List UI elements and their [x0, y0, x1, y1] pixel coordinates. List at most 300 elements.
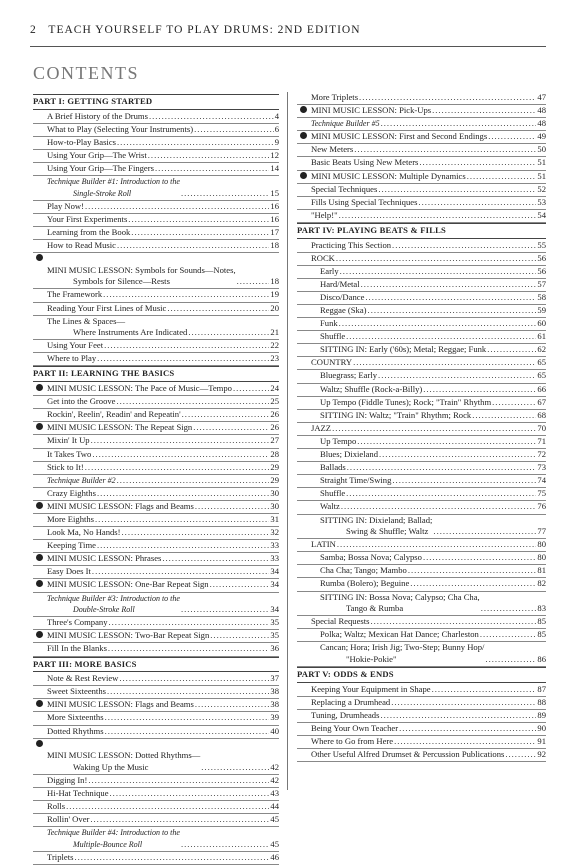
- toc-entry-title: [320, 592, 480, 615]
- toc-entry[interactable]: [33, 501, 279, 514]
- toc-entry[interactable]: [33, 593, 279, 618]
- toc-entry[interactable]: [297, 565, 546, 578]
- dot-leader: [370, 616, 536, 628]
- dot-leader: [149, 111, 274, 123]
- dot-leader: [103, 289, 269, 301]
- page-number: 2: [30, 24, 37, 36]
- toc-entry-title: MINI MUSIC LESSON: Flags and Beams: [47, 699, 194, 710]
- toc-entry-title: More Eighths: [47, 514, 95, 524]
- toc-entry[interactable]: [33, 540, 279, 553]
- toc-entry[interactable]: [33, 396, 279, 409]
- toc-entry[interactable]: [33, 462, 279, 475]
- dot-leader: [337, 539, 537, 551]
- toc-page-number: 26: [270, 422, 279, 433]
- toc-page-number: 37: [270, 673, 279, 684]
- toc-entry-title: More Triplets: [311, 92, 359, 102]
- toc-page-number: 81: [537, 565, 546, 576]
- toc-entry[interactable]: [33, 383, 279, 396]
- toc-entry-title: Straight Time/Swing: [320, 475, 392, 486]
- toc-entry-title: Being Your Own Teacher: [311, 723, 399, 733]
- toc-entry-title-line1: Technique Builder #3: Introduction to the: [47, 593, 180, 603]
- toc-entry-title-line2: Double-Stroke Roll: [73, 605, 135, 615]
- toc-page-number: 82: [537, 578, 546, 589]
- dot-leader: [131, 227, 269, 239]
- toc-entry[interactable]: [297, 370, 546, 383]
- dot-leader: [108, 643, 269, 655]
- toc-page-number: 88: [537, 696, 546, 707]
- toc-entry[interactable]: [33, 253, 279, 289]
- toc-page-number: 70: [537, 422, 546, 433]
- dot-leader: [210, 630, 269, 642]
- toc-entry-title-line1: SITTING IN: Dixieland; Ballad;: [320, 514, 433, 525]
- toc-entry-title: [47, 593, 180, 616]
- dot-leader: [66, 801, 269, 813]
- toc-entry-title-line1: The Lines & Spaces—: [47, 315, 126, 326]
- dot-leader: [432, 684, 537, 696]
- toc-entry[interactable]: [297, 266, 546, 279]
- dot-leader: [188, 327, 269, 339]
- toc-page-number: 30: [270, 487, 279, 498]
- toc-entry-title: Your First Experiments: [47, 213, 128, 224]
- toc-entry-title: Using Your Feet: [47, 340, 104, 351]
- toc-entry[interactable]: [297, 488, 546, 501]
- toc-entry[interactable]: [33, 163, 279, 176]
- dot-leader: [488, 131, 536, 143]
- toc-page-number: 65: [537, 370, 546, 381]
- toc-entry-title: Fills Using Special Techniques: [311, 196, 418, 207]
- toc-entry-title: It Takes Two: [47, 448, 92, 459]
- toc-entry-title: Technique Builder #5: [311, 119, 380, 129]
- toc-entry-title: Dotted Rhythms: [47, 725, 104, 736]
- dot-leader: [481, 603, 537, 615]
- toc-entry[interactable]: [297, 197, 546, 210]
- toc-entry[interactable]: [33, 303, 279, 316]
- toc-entry-title: Tuning, Drumheads: [311, 709, 380, 720]
- dot-leader: [379, 449, 536, 461]
- dot-leader: [119, 673, 269, 685]
- toc-entry-title: [47, 316, 187, 339]
- toc-entry[interactable]: [297, 318, 546, 331]
- toc-entry-title: Where to Play: [47, 353, 97, 364]
- toc-entry[interactable]: [297, 184, 546, 197]
- toc-entry-title: Polka; Waltz; Mexican Hat Dance; Charleston: [320, 629, 479, 640]
- dot-leader: [472, 410, 536, 422]
- toc-entry-title: Early: [320, 265, 339, 276]
- toc-entry[interactable]: [297, 539, 546, 552]
- toc-page-number: 16: [270, 200, 279, 211]
- toc-entry[interactable]: [297, 131, 546, 144]
- toc-entry-title: Stick to It!: [47, 461, 84, 472]
- toc-entry[interactable]: [33, 775, 279, 788]
- toc-page-number: 35: [270, 630, 279, 641]
- toc-entry[interactable]: [33, 316, 279, 341]
- toc-entry[interactable]: [297, 118, 546, 131]
- toc-page-number: 29: [270, 474, 279, 485]
- toc-entry[interactable]: [297, 436, 546, 449]
- toc-entry-title: MINI MUSIC LESSON: The Repeat Sign: [47, 422, 193, 433]
- dot-leader: [195, 699, 270, 711]
- dot-leader: [193, 422, 269, 434]
- toc-page-number: 51: [537, 157, 546, 168]
- toc-entry-title: [320, 515, 432, 538]
- toc-page-number: 53: [537, 196, 546, 207]
- toc-entry[interactable]: [297, 449, 546, 462]
- toc-entry[interactable]: [297, 397, 546, 410]
- toc-entry[interactable]: [297, 501, 546, 514]
- dot-leader: [92, 566, 269, 578]
- toc-entry[interactable]: [33, 227, 279, 240]
- toc-entry[interactable]: [297, 384, 546, 397]
- toc-entry[interactable]: [33, 488, 279, 501]
- toc-page-number: 58: [537, 291, 546, 302]
- toc-entry[interactable]: [297, 642, 546, 667]
- toc-entry-title: Funk: [320, 318, 338, 329]
- toc-entry-title: MINI MUSIC LESSON: Multiple Dynamics: [311, 170, 466, 181]
- toc-entry-title: Easy Does It: [47, 566, 91, 577]
- toc-entry[interactable]: [297, 210, 546, 223]
- toc-entry[interactable]: [297, 462, 546, 475]
- dot-leader: [419, 157, 536, 169]
- toc-entry-title: Keeping Time: [47, 540, 96, 551]
- dot-leader: [122, 527, 270, 539]
- toc-entry-title: Rumba (Bolero); Beguine: [320, 578, 410, 589]
- toc-entry[interactable]: [33, 409, 279, 422]
- toc-entry-title-line1: MINI MUSIC LESSON: Symbols for Sounds—Notes,: [47, 264, 236, 275]
- toc-entry[interactable]: [33, 527, 279, 540]
- toc-page-number: 71: [537, 435, 546, 446]
- dot-leader: [505, 749, 536, 761]
- toc-entry[interactable]: [33, 788, 279, 801]
- toc-page-number: 83: [537, 603, 546, 614]
- toc-entry-title: The Framework: [47, 289, 103, 300]
- toc-entry[interactable]: [297, 710, 546, 723]
- dot-leader: [418, 197, 536, 209]
- toc-entry[interactable]: [297, 331, 546, 344]
- dot-leader: [399, 723, 536, 735]
- dot-leader: [381, 118, 537, 130]
- toc-entry-title: JAZZ: [311, 422, 332, 433]
- toc-entry-title: Where to Go from Here: [311, 736, 394, 747]
- dot-leader: [480, 629, 537, 641]
- toc-entry-title: Digging In!: [47, 774, 88, 785]
- toc-entry-title-line1: Technique Builder #1: Introduction to the: [47, 177, 180, 187]
- toc-entry-title: How to Read Music: [47, 240, 116, 251]
- toc-page-number: 61: [537, 331, 546, 342]
- toc-entry-title: Waltz; Shuffle (Rock-a-Billy): [320, 383, 423, 394]
- toc-entry-title-line2: Tango & Rumba: [346, 603, 404, 614]
- toc-page-number: 39: [270, 712, 279, 723]
- dot-leader: [432, 105, 536, 117]
- toc-entry[interactable]: [297, 92, 546, 105]
- toc-entry-title: Replacing a Drumhead: [311, 696, 391, 707]
- contents-title: CONTENTS: [33, 63, 139, 83]
- toc-entry[interactable]: [33, 699, 279, 712]
- header-rule: [30, 46, 546, 47]
- dot-leader: [487, 344, 536, 356]
- toc-page-number: 35: [270, 617, 279, 628]
- toc-entry[interactable]: [297, 144, 546, 157]
- dot-leader: [359, 92, 536, 104]
- toc-entry[interactable]: [297, 475, 546, 488]
- dot-leader: [194, 124, 274, 136]
- toc-page-number: 67: [537, 396, 546, 407]
- toc-entry[interactable]: [33, 852, 279, 865]
- toc-entry-title-line2: Swing & Shuffle; Waltz: [346, 526, 429, 537]
- toc-entry[interactable]: [297, 592, 546, 617]
- toc-entry-title: [47, 176, 180, 199]
- toc-entry[interactable]: [33, 449, 279, 462]
- toc-entry-title: Practicing This Section: [311, 239, 392, 250]
- toc-entry[interactable]: [33, 579, 279, 592]
- toc-entry[interactable]: [33, 514, 279, 527]
- dot-leader: [85, 462, 270, 474]
- dot-leader: [74, 852, 269, 864]
- toc-page-number: 14: [270, 162, 279, 173]
- toc-page-number: 49: [537, 131, 546, 142]
- toc-entry[interactable]: [33, 686, 279, 699]
- toc-entry-title: Ballads: [320, 462, 346, 473]
- dot-leader: [410, 578, 536, 590]
- toc-entry[interactable]: [33, 353, 279, 366]
- toc-entry[interactable]: [33, 289, 279, 302]
- toc-entry[interactable]: [297, 749, 546, 762]
- toc-page-number: 30: [270, 500, 279, 511]
- toc-entry-title: MINI MUSIC LESSON: The Pace of Music—Tempo: [47, 383, 232, 394]
- toc-entry[interactable]: [297, 578, 546, 591]
- toc-entry[interactable]: [33, 475, 279, 488]
- toc-page-number: 56: [537, 265, 546, 276]
- toc-entry-title: Using Your Grip—The Wrist: [47, 149, 147, 160]
- dot-leader: [117, 475, 270, 487]
- toc-page-number: 40: [270, 725, 279, 736]
- toc-page-number: 85: [537, 616, 546, 627]
- toc-entry[interactable]: [33, 726, 279, 739]
- dot-leader: [97, 540, 269, 552]
- dot-leader: [233, 383, 269, 395]
- toc-entry-title: Note & Rest Review: [47, 673, 119, 684]
- toc-page-number: 29: [270, 461, 279, 472]
- toc-entry[interactable]: [33, 201, 279, 214]
- toc-entry-title: MINI MUSIC LESSON: Two-Bar Repeat Sign: [47, 630, 210, 641]
- dot-leader: [492, 397, 536, 409]
- toc-entry-title: Reggae (Ska): [320, 305, 367, 315]
- toc-entry[interactable]: [33, 566, 279, 579]
- toc-page-number: 27: [270, 435, 279, 446]
- toc-entry[interactable]: [297, 684, 546, 697]
- toc-page-number: 86: [537, 654, 546, 665]
- toc-page-number: 80: [537, 552, 546, 563]
- dot-leader: [110, 788, 270, 800]
- toc-page-number: 87: [537, 683, 546, 694]
- toc-entry-title: [47, 827, 180, 850]
- toc-page-number: 80: [537, 539, 546, 550]
- toc-entry[interactable]: [297, 736, 546, 749]
- book-title: TEACH YOURSELF TO PLAY DRUMS: 2ND EDITION: [48, 24, 361, 36]
- dot-leader: [365, 292, 536, 304]
- toc-entry[interactable]: [33, 340, 279, 353]
- toc-page-number: 19: [270, 289, 279, 300]
- toc-page-number: 50: [537, 144, 546, 155]
- toc-page-number: 21: [270, 327, 279, 338]
- toc-page-number: 48: [537, 118, 546, 129]
- toc-entry[interactable]: [297, 157, 546, 170]
- toc-entry-title-line1: MINI MUSIC LESSON: Dotted Rhythms—: [47, 750, 201, 761]
- toc-entry[interactable]: [33, 422, 279, 435]
- dot-leader: [105, 712, 270, 724]
- dot-leader: [210, 579, 270, 591]
- toc-entry[interactable]: [297, 423, 546, 436]
- toc-page-number: 56: [537, 252, 546, 263]
- dot-leader: [117, 240, 269, 252]
- toc-page-number: 68: [537, 409, 546, 420]
- dot-leader: [201, 762, 269, 774]
- toc-entry[interactable]: [297, 357, 546, 370]
- dot-leader: [380, 710, 536, 722]
- dot-leader: [237, 276, 270, 288]
- toc-entry[interactable]: [33, 712, 279, 725]
- toc-entry[interactable]: [297, 697, 546, 710]
- toc-entry-title: New Meters: [311, 144, 354, 155]
- toc-entry[interactable]: [297, 515, 546, 540]
- toc-entry-title: Play Now!: [47, 200, 84, 211]
- toc-entry-title: SITTING IN: Early ('60s); Metal; Reggae; Funk: [320, 344, 487, 355]
- toc-page-number: 12: [270, 149, 279, 160]
- toc-entry[interactable]: [33, 176, 279, 201]
- toc-entry-title: COUNTRY: [311, 357, 353, 368]
- part-heading: PART I: GETTING STARTED: [33, 94, 279, 110]
- dot-leader: [92, 449, 269, 461]
- dot-leader: [332, 423, 536, 435]
- toc-page-number: 43: [270, 787, 279, 798]
- toc-entry[interactable]: [33, 617, 279, 630]
- toc-entry-title: Basic Beats Using New Meters: [311, 157, 419, 168]
- dot-leader: [104, 340, 269, 352]
- toc-entry[interactable]: [33, 801, 279, 814]
- toc-entry[interactable]: [297, 616, 546, 629]
- toc-entry-title: Shuffle: [320, 488, 346, 499]
- toc-entry-title: MINI MUSIC LESSON: Phrases: [47, 553, 162, 564]
- toc-page-number: 33: [270, 553, 279, 564]
- dot-leader: [167, 303, 269, 315]
- dot-leader: [354, 144, 536, 156]
- toc-page-number: 17: [270, 226, 279, 237]
- toc-page-number: 47: [537, 92, 546, 102]
- toc-page-number: 85: [537, 629, 546, 640]
- toc-page-number: 66: [537, 383, 546, 394]
- toc-page-number: 44: [270, 801, 279, 812]
- toc-entry[interactable]: [297, 171, 546, 184]
- dot-leader: [423, 552, 536, 564]
- toc-entry[interactable]: [297, 344, 546, 357]
- dot-leader: [339, 318, 537, 330]
- toc-entry-title: Reading Your First Lines of Music: [47, 302, 167, 313]
- toc-entry[interactable]: [33, 214, 279, 227]
- dot-leader: [392, 240, 536, 252]
- part-heading: PART IV: PLAYING BEATS & FILLS: [297, 223, 546, 239]
- toc-entry-title: Up Tempo (Fiddle Tunes); Rock; "Train" Rhythm: [320, 396, 492, 407]
- toc-page-number: 62: [537, 344, 546, 355]
- dot-leader: [88, 775, 269, 787]
- toc-entry-title: Mixin' It Up: [47, 435, 90, 446]
- toc-entry[interactable]: [33, 111, 279, 124]
- toc-entry-title: MINI MUSIC LESSON: One-Bar Repeat Sign: [47, 579, 209, 590]
- dot-leader: [391, 697, 536, 709]
- toc-entry[interactable]: [33, 814, 279, 827]
- toc-page-number: 60: [537, 318, 546, 329]
- toc-page-number: 18: [270, 276, 279, 287]
- dot-leader: [346, 488, 536, 500]
- toc-entry-title: Fill In the Blanks: [47, 643, 107, 654]
- toc-entry[interactable]: [33, 827, 279, 852]
- dot-leader: [162, 553, 269, 565]
- toc-entry-title: Samba; Bossa Nova; Calypso: [320, 552, 422, 563]
- dot-leader: [91, 435, 270, 447]
- toc-entry[interactable]: [297, 279, 546, 292]
- toc-entry[interactable]: [297, 253, 546, 266]
- dot-leader: [341, 501, 537, 513]
- toc-entry[interactable]: [297, 629, 546, 642]
- toc-entry-title: Technique Builder #2: [47, 475, 116, 485]
- toc-page-number: 4: [274, 110, 279, 121]
- toc-entry[interactable]: [297, 410, 546, 423]
- toc-entry[interactable]: [33, 630, 279, 643]
- dot-leader: [485, 654, 536, 666]
- running-header: [30, 24, 361, 36]
- toc-page-number: 38: [270, 686, 279, 697]
- toc-page-number: 45: [270, 838, 279, 849]
- toc-entry[interactable]: [297, 105, 546, 118]
- toc-entry[interactable]: [33, 673, 279, 686]
- toc-entry[interactable]: [297, 723, 546, 736]
- dot-leader: [105, 726, 270, 738]
- toc-entry[interactable]: [33, 739, 279, 775]
- toc-page-number: 51: [537, 170, 546, 181]
- toc-entry[interactable]: [297, 240, 546, 253]
- toc-page-number: 38: [270, 699, 279, 710]
- dot-leader: [181, 839, 269, 851]
- toc-entry[interactable]: [33, 553, 279, 566]
- toc-entry[interactable]: [33, 137, 279, 150]
- toc-page-number: 15: [270, 187, 279, 198]
- toc-entry[interactable]: [33, 124, 279, 137]
- toc-entry-title: Keeping Your Equipment in Shape: [311, 683, 431, 694]
- toc-entry-title: Disco/Dance: [320, 291, 365, 302]
- toc-entry-title: [320, 642, 484, 665]
- dot-leader: [346, 331, 536, 343]
- toc-entry[interactable]: [297, 305, 546, 318]
- toc-page-number: 57: [537, 278, 546, 289]
- dot-leader: [90, 814, 269, 826]
- toc-page-number: 65: [537, 357, 546, 368]
- toc-entry[interactable]: [297, 552, 546, 565]
- toc-entry[interactable]: [33, 150, 279, 163]
- toc-page-number: 42: [270, 761, 279, 772]
- toc-entry[interactable]: [33, 643, 279, 656]
- toc-page-number: 73: [537, 462, 546, 473]
- dot-leader: [109, 617, 270, 629]
- toc-entry[interactable]: [33, 240, 279, 253]
- toc-entry-title: Crazy Eighths: [47, 487, 96, 498]
- dot-leader: [423, 384, 536, 396]
- toc-page-number: 22: [270, 340, 279, 351]
- toc-entry-title: Look Ma, No Hands!: [47, 527, 121, 538]
- toc-entry[interactable]: [33, 435, 279, 448]
- toc-entry-title: More Sixteenths: [47, 712, 104, 723]
- dot-leader: [95, 514, 269, 526]
- toc-entry[interactable]: [297, 292, 546, 305]
- toc-page-number: 25: [270, 396, 279, 407]
- toc-entry-title: SITTING IN: Waltz; "Train" Rhythm; Rock: [320, 409, 472, 420]
